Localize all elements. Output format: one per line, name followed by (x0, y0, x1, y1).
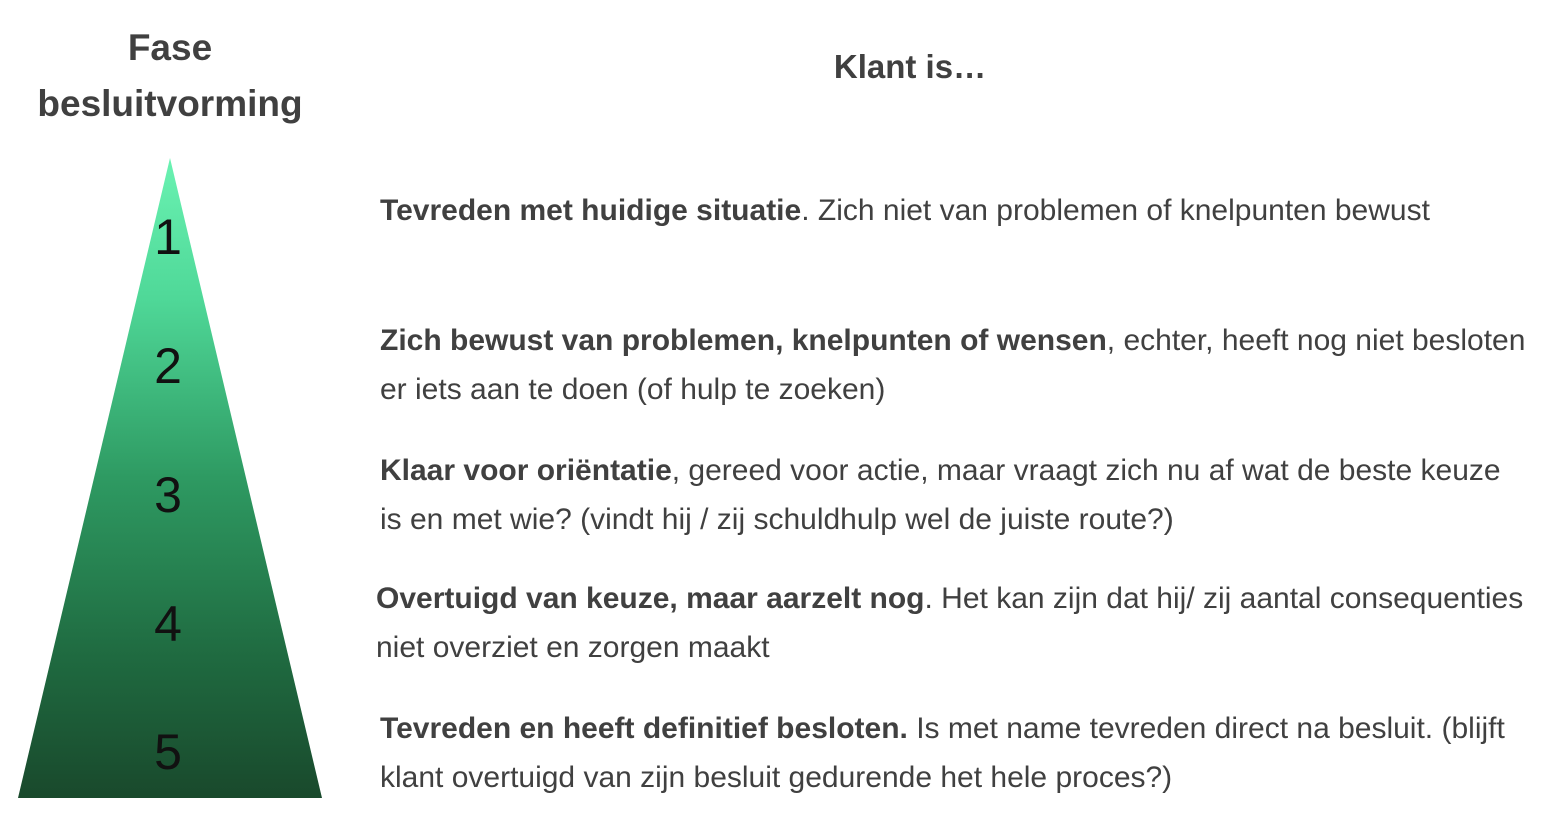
phase-3-text: , gereed voor actie, maar vraagt zich nu af wat de beste keuze is en met wie? (vindt hij / zij schuldhulp wel de juiste route?) (380, 454, 1501, 536)
phase-4-title: Overtuigd van keuze, maar aarzelt nog (376, 582, 925, 615)
phase-number-1: 1 (154, 209, 182, 265)
phase-description-4 (376, 574, 1526, 672)
phase-2-title: Zich bewust van problemen, knelpunten of wensen (380, 324, 1107, 357)
phase-1-title: Tevreden met huidige situatie (380, 194, 802, 227)
phase-number-3: 3 (154, 467, 182, 523)
phase-header (20, 20, 320, 132)
phase-header-line2: besluitvorming (37, 83, 303, 124)
phase-description-2 (380, 316, 1530, 414)
phase-header-line1: Fase (127, 27, 213, 68)
phase-number-4: 4 (154, 596, 182, 652)
client-header: Klant is… (833, 48, 987, 85)
phase-description-3 (380, 446, 1530, 544)
phase-number-2: 2 (154, 338, 182, 394)
phase-description-5 (380, 704, 1530, 802)
phase-5-text: Is met name tevreden direct na besluit. (blijft klant overtuigd van zijn besluit gedurende het hele proces?) (380, 712, 1505, 794)
phase-3-title: Klaar voor oriëntatie (380, 454, 672, 487)
phase-description-1 (380, 186, 1530, 235)
phase-5-title: Tevreden en heeft definitief besloten. (380, 712, 908, 745)
phase-1-text: . Zich niet van problemen of knelpunten bewust (801, 194, 1430, 227)
phase-4-text: . Het kan zijn dat hij/ zij aantal consequenties niet overziet en zorgen maakt (376, 582, 1524, 664)
phase-2-text: , echter, heeft nog niet besloten er iets aan te doen (of hulp te zoeken) (380, 324, 1526, 406)
phase-number-5: 5 (154, 724, 182, 780)
